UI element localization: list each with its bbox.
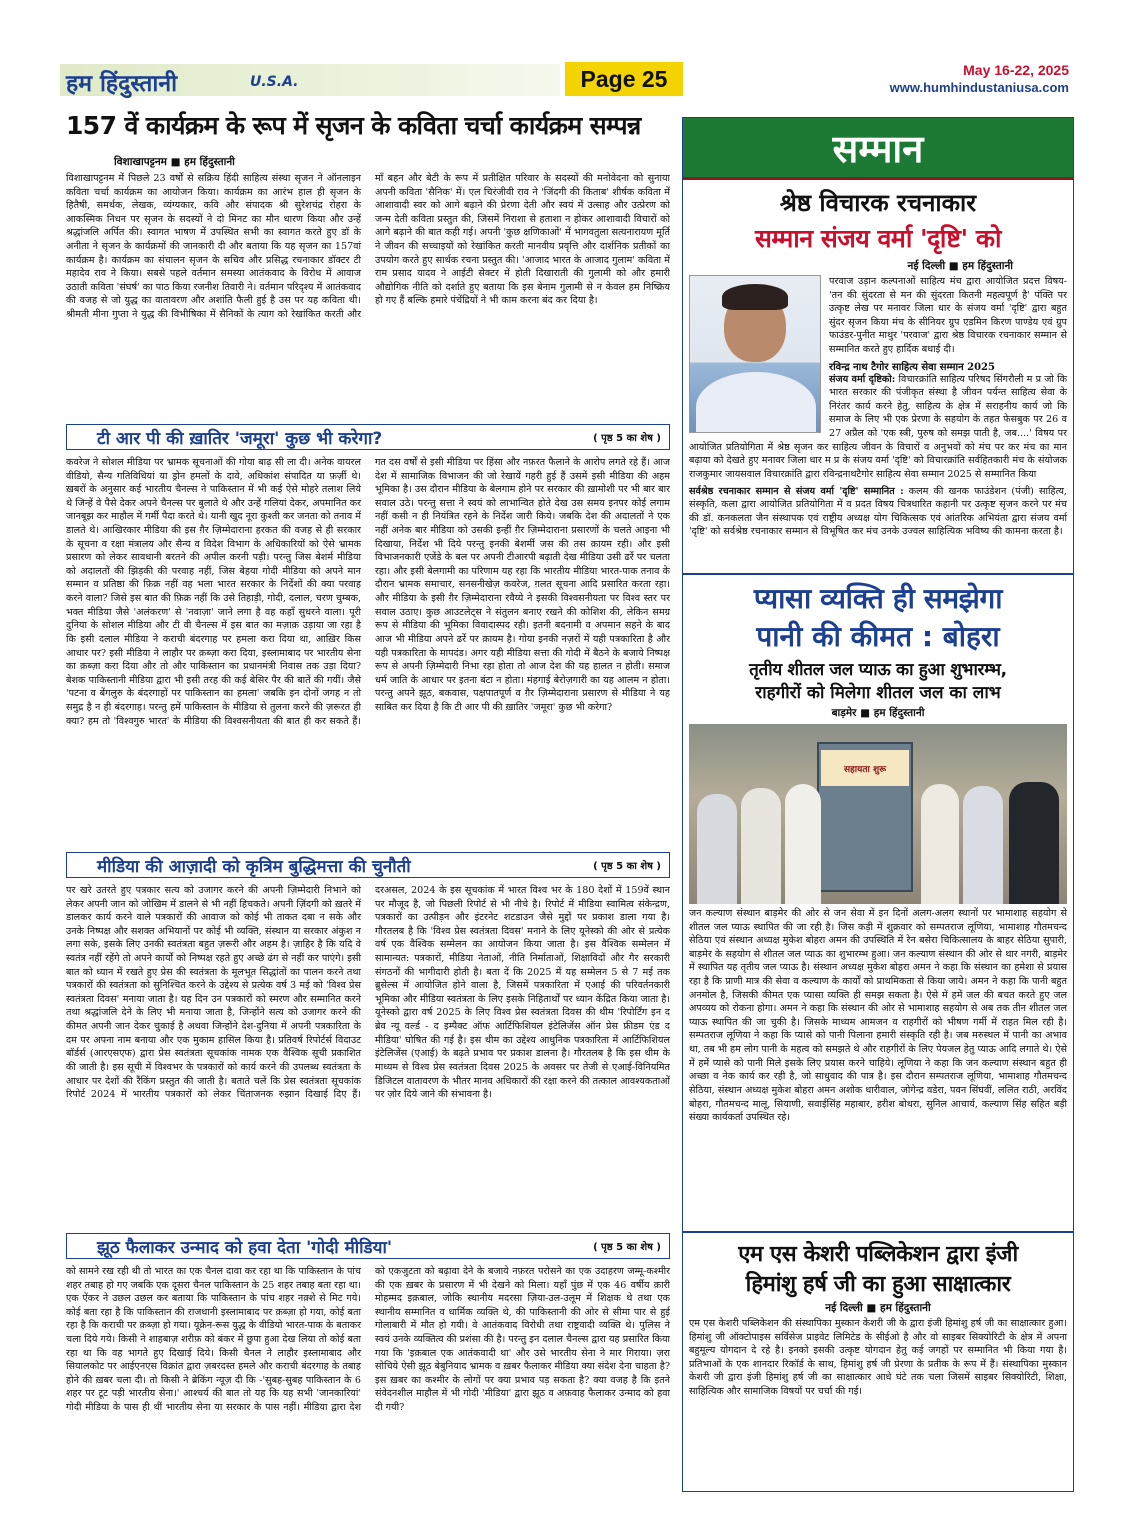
person xyxy=(697,794,737,904)
samman-banner xyxy=(683,118,1073,180)
article-body: विशाखापट्टनम में पिछले 23 वर्षों से सक्रिय हिंदी साहित्य संस्था सृजन ने ऑनलाइन कविता चर्चा कार्यक्रम का आयोजन किया। कार्यक्रम का आरंभ हाल ही सृजन के हितैषी, समर्थक, लेखक, व्यंग्यकार, कवि और संपादक श्री सुरेशचंद्र रोहरा के आकस्मिक निधन पर सृजन के सदस्यों ने दो मिनट का मौन धारण किया और उन्हें श्रद्धांजलि अर्पित की। स्वागत भाषण में उपस्थित सभी का स्वागत करते हुए डॉ के अनीता ने सृजन के कार्यक्रमों की जानकारी दी और बताया कि यह सृजन का 157वां कार्यक्रम है। कार्यक्रम का संचालन सृजन के सचिव और प्रसिद्ध रचनाकार डॉक्टर टी महादेव राव ने किया। सबसे पहले वर्तमान समस्या आतंकवाद के विरोध में आवाज उठाती कविता 'संघर्ष' का पाठ किया रजनीश तिवारी ने। वर्तमान परिदृश्य में आतंकवाद की वजह से जो युद्ध का वातावरण और अशांति फैली हुई है उस पर यह कविता थी। श्रीमती मीना गुप्ता ने युद्ध की विभीषिका में सैनिकों के त्याग को रेखांकित करती और माँ बहन और बेटी के रूप में प्रतीक्षित परिवार के सदस्यों की मनोवेदना को सुनाया अपनी कविता 'सैनिक' में। एल चिरंजीवी राव ने 'जिंदगी की किताब' शीर्षक कविता में आशावादी स्वर को आगे बढ़ाने की प्रेरणा देती और स्वयं में उत्साह और उत्प्रेरण को जन्म देती कविता प्रस्तुत की, जिसमें निराशा से हताशा न होकर आशावादी विचारों को आगे बढ़ाने की बात कही गई। अपनी 'कुछ क्षणिकाओं' में भागवतुला सत्यनारायण मूर्ति ने जीवन की सच्चाइयों को रेखांकित करती मानवीय प्रवृत्ति और दार्शनिक प्रतीकों का उपयोग करते हुए सार्थक रचना प्रस्तुत की। 'आजाद भारत के आजाद गुलाम' कविता में राम प्रसाद यादव ने आईटी सेक्टर में होती दिखाराती की गुलामी को और हमारी औद्योगिक नीति को दर्शाते हुए बताया कि इस बेनाम गुलामी से न केवल हम निष्क्रिय हो गए हैं बल्कि हमारे पंचेंद्रियों ने भी काम करना बंद कर दिया है। xyxy=(66,173,670,321)
interview-body xyxy=(683,1317,1073,1417)
person xyxy=(741,788,781,904)
honor-text: परवाज उड़ान कल्पनाओं साहित्य मंच द्वारा आयोजित प्रदत्त विषय-'तन की सुंदरता से मन की सुंदरता कितनी महत्वपूर्ण है' पंक्ति पर उत्कृष्ट लेख पर मनावर जिला धार के संजय वर्मा 'दृष्टि' द्वारा बहुत सुंदर सृजन किया मंच के सीनियर ग्रुप एडमिन किरण पाण्डेय एवं ग्रुप फाउंडर-पुनीत माथुर 'परवाज' द्वारा श्रेष्ठ विचारक रचनाकार सम्मान से सम्मानित करते हुए हार्दिक बधाई दी। xyxy=(829,276,1067,356)
samman-title: सम्मान xyxy=(832,126,924,171)
paper-name: हम हिंदुस्तानी xyxy=(66,71,178,97)
subhead-title: मीडिया की आज़ादी को कृत्रिम बुद्धिमत्ता की चुनौती xyxy=(97,856,411,877)
honor-subhead: रविन्द्र नाथ टैगोर साहित्य सेवा सम्मान 2025 xyxy=(829,361,995,373)
honoree-hair xyxy=(722,284,788,310)
article-godi-media xyxy=(66,1265,670,1483)
website-url[interactable]: www.humhindustaniusa.com xyxy=(889,80,1069,95)
honor-body xyxy=(683,275,1073,569)
honoree-photo xyxy=(689,275,821,433)
subhead-title: झूठ फैलाकर उन्माद को हवा देता 'गोदी मीडिया' xyxy=(97,1237,393,1258)
water-subhead-2: राहगीरों को मिलेगा शीतल जल का लाभ xyxy=(755,683,1001,703)
main-headline: 157 वें कार्यक्रम के रूप में सृजन के कविता चर्चा कार्यक्रम सम्पन्न xyxy=(66,111,641,140)
interview-headline-2: हिमांशु हर्ष जी का हुआ साक्षात्कार xyxy=(745,1272,1011,1297)
page-number: Page 25 xyxy=(580,65,668,92)
subhead-title: टी आर पी की ख़ातिर 'जमूरा' कुछ भी करेगा? xyxy=(97,428,383,449)
divider xyxy=(683,1231,1073,1233)
article-srijan xyxy=(66,155,670,440)
sidebar-samman xyxy=(682,117,1074,1492)
water-headline-2: पानी की कीमत : बोहरा xyxy=(756,620,1000,653)
person xyxy=(963,786,1003,904)
article-body: पर खरे उतरते हुए पत्रकार सत्य को उजागर करने की अपनी ज़िम्मेदारी निभाने को लेकर अपनी जान को जोखिम में डालने से भी नहीं हिचकते। अपनी ज़िंदगी को ख़तरे में डालकर कार्य करने वाले पत्रकारों की आवाज को कोई भी ताकत दबा न सके और उनके निष्पक्ष और सशक्त अभियानों पर कोई भी व्यक्ति, संस्थान या सरकार अंकुश न लगा सके, इसके लिए उनकी स्वतंत्रता बहुत ज़रूरी और अहम है। ज़ाहिर है कि यदि वे स्वतंत्र नहीं रहेंगे तो अपने कार्यों को निष्पक्ष रहते हुए अच्छे ढंग से नहीं कर पाएंगे। इसी बात को ध्यान में रखते हुए प्रेस की स्वतंत्रता के मूलभूत सिद्धांतों का पालन करने तथा पत्रकारों की स्वतंत्रता को सुनिश्चित करने के उद्देश्य से प्रत्येक वर्ष 3 मई को 'विश्व प्रेस स्वतंत्रता दिवस' मनाया जाता है। यह दिन उन पत्रकारों को स्मरण और सम्मानित करने तथा श्रद्धांजलि देने के लिए भी मनाया जाता है, जिन्होंने सत्य को उजागर करने की कीमत अपनी जान देकर चुकाई है अथवा जिन्होंने देश-दुनिया में अपनी पत्रकारिता के दम पर अपना नाम बनाया और एक मुकाम हासिल किया है। प्रतिवर्ष रिपोर्टर्स विदाउट बॉर्डर्स (आरएसएफ) द्वारा प्रेस स्वतंत्रता सूचकांक नामक एक वैश्विक सूची प्रकाशित की जाती है। इस सूची में विश्वभर के पत्रकारों को कार्य करने की उपलब्ध स्वतंत्रता के आधार पर देशों की रैंकिंग प्रस्तुत की जाती है। बताते चलें कि प्रेस स्वतंत्रता सूचकांक रिपोर्ट 2024 में भारतीय पत्रकारों को लेकर चिंताजनक रुझान दिखाई दिए हैं। दरअसल, 2024 के इस सूचकांक में भारत विश्व भर के 180 देशों में 159वें स्थान पर मौजूद है, जो पिछली रिपोर्ट से भी नीचे है। रिपोर्ट में मीडिया स्वामित्व संकेन्द्रण, पत्रकारों का उत्पीड़न और इंटरनेट शटडाउन जैसे मुद्दों पर प्रकाश डाला गया है। गौरतलब है कि 'विश्व प्रेस स्वतंत्रता दिवस' मनाने के लिए यूनेस्को की ओर से प्रत्येक वर्ष एक वैश्विक सम्मेलन का आयोजन किया जाता है। इस वैश्विक सम्मेलन में सामान्यत: पत्रकारों, मीडिया नेताओं, नीति निर्माताओं, शिक्षाविदों और गैर सरकारी संगठनों की भागीदारी होती है। बता दें कि 2025 में यह सम्मेलन 5 से 7 मई तक ब्रुसेल्स में आयोजित होने वाला है, जिसमें पत्रकारिता में एआई की परिवर्तनकारी भूमिका और मीडिया स्वतंत्रता के लिए इसके निहितार्थों पर ध्यान केंद्रित किया जाता है। यूनेस्को द्वारा वर्ष 2025 के लिए विश्व प्रेस स्वतंत्रता दिवस की थीम 'रिपोर्टिंग इन द ब्रेव न्यू वर्ल्ड - द इम्पैक्ट ऑफ आर्टिफिशियल इंटेलिजेंस ऑन प्रेस फ्रीडम एंड द मीडिया' घोषित की गई है। इस थीम का उद्देश्य आधुनिक पत्रकारिता में आर्टिफिशियल इंटेलिजेंस (एआई) के बढ़ते प्रभाव पर प्रकाश डालना है। गौरतलब है कि इस थीम के माध्यम से विश्व प्रेस स्वतंत्रता दिवस 2025 के अवसर पर तेजी से एआई-विनियमित डिजिटल वातावरण के भीतर मानव अधिकारों की रक्षा करने की तत्काल आवश्यकताओं पर ज़ोर दिये जाने की संभावना है। xyxy=(66,885,670,1101)
interview-byline: नई दिल्ली ■ हम हिंदुस्तानी xyxy=(825,1302,931,1314)
water-byline: बाड़मेर ■ हम हिंदुस्तानी xyxy=(831,707,925,719)
honor-headline-1: श्रेष्ठ विचारक रचनाकार xyxy=(779,189,977,217)
cooler-banner xyxy=(821,750,909,786)
person xyxy=(785,784,821,904)
honor-byline: नई दिल्ली ■ हम हिंदुस्तानी xyxy=(907,260,1013,272)
water-subhead-1: तृतीय शीतल जल प्याऊ का हुआ शुभारम्भ, xyxy=(749,660,1007,680)
water-text: जन कल्याण संस्थान बाड़मेर की ओर से जन सेवा में इन दिनों अलग-अलग स्थानों पर भामाशाह सहयोग से शीतल जल प्याऊ स्थापित की जा रही है। जिस कड़ी में शुक्रवार को सम्पतराज लूणिया, भामाशाह गौतमचन्द सेठिया एवं संस्थान अध्यक्ष मुकेश बोहरा अमन की उपस्थिति में रेन बसेरा चिकित्सालय के बाहर सेठिया सुपारी, बाड़मेर के सहयोग से शीतल जल प्याऊ का शुभारम्भ हुआ। जन कल्याण संस्थान की ओर से थार नगरी, बाड़मेर में स्थापित यह तृतीय जल प्याऊ है। संस्थान अध्यक्ष मुकेश बोहरा अमन ने कहा कि संस्थान का हमेशा से प्रयास रहा है कि प्राणी मात्र की सेवा व कल्याण के कार्यों को प्राथमिकता से किया जाये। अमन ने कहा कि पानी बहुत अनमोल है, जिसकी कीमत एक प्यासा व्यक्ति ही समझ सकता है। ऐसे में हमें जल की बचत करते हुए जल अपव्यय को रोकना होगा। अमन ने कहा कि संस्थान की ओर से भामाशाह सहयोग से अब तक तीन शीतल जल प्याऊ स्थापित की जा चुकी है। जिसके माध्यम आमजन व राहगीरों को भीषण गर्मी में राहत मिल रही है। सम्पतराज लूणिया ने कहा कि प्यासे को पानी पिलाना हमारी संस्कृति रही है। जब मरुस्थल में पानी का अभाव था, तब भी हम लोग पानी के महत्व को समझते थे और राहगीरों के लिए पेयजल हेतु प्याऊ आदि लगाते थे। ऐसे में हमें प्यासे को पानी मिले इसके लिए प्रयास करने चाहिये। लूणिया ने कहा कि जन कल्याण संस्थान बहुत ही अच्छा व नेक कार्य कर रही है, जो साधुवाद की पात्र है। इस दौरान सम्पतराज लूणिया, भामाशाह गौतमचन्द सेठिया, संस्थान अध्यक्ष मुकेश बोहरा अमन अशोक धारीवाल, जोगेन्द्र वडेरा, पवन सिंघवीं, ललित राठी, अरविंद बोहरा, गौतमचन्द मालू, सियाणी, सवाईसिंह महाबार, हरीश बोथरा, सुनिल आचार्य, कल्याण सिंह सहित बड़ी संख्या कार्यकर्ता उपस्थित रहे। xyxy=(689,908,1067,1124)
paper-country: U.S.A. xyxy=(250,74,299,90)
water-photo xyxy=(689,724,1067,904)
article-body: को सामने रख रही थी तो भारत का एक चैनल दावा कर रहा था कि पाकिस्तान के पांच शहर तबाह हो गए जबकि एक दूसरा चैनल पाकिस्तान के 25 शहर तबाह बता रहा था। एक ऐंकर ने उछल उछल कर बताया कि पाकिस्तान के पांच शहर नक़्शे से मिट गये। कोई बता रहा है कि पाकिस्तान की राजधानी इस्लामाबाद पर क़ब्ज़ा हो गया, कोई बता रहा है कि कराची पर क़ब्ज़ा हो गया। यूक्रेन-रूस युद्ध के वीडियो भारत-पाक के बताकर चला दिये गये। किसी ने शाहबाज़ शरीफ़ को बंकर में छुपा हुआ देख लिया तो कोई बता रहा था कि वह भागते हुए दिखाई दिये। किसी चैनल ने लाहौर इस्लामाबाद और सियालकोट पर आईएनएस विक्रांत द्वारा ज़बरदस्त हमले और कराची बंदरगाह के तबाह होने की ख़बर चला दी। तो किसी ने ब्रेकिंग न्यूज़ दी कि -'सुबह-सुबह पाकिस्तान के 6 शहर पर टूट पड़ी भारतीय सेना।' आश्चर्य की बात तो यह कि यह सभी 'जानकारियां' गोदी मीडिया के पास ही थीं भारतीय सेना या सरकार के पास नहीं। मीडिया द्वारा देश को एकजुटता को बढ़ावा देने के बजाये नफ़रत परोसने का एक उदाहरण जम्मू-कश्मीर की एक ख़बर के प्रसारण में भी देखने को मिला। यहाँ पुंछ में एक 46 वर्षीय क़ारी मोहम्मद इक़बाल, जोकि स्थानीय मदरसा ज़िया-उल-उलूम में शिक्षक थे तथा एक स्थानीय सम्मानित व धार्मिक व्यक्ति थे, की पाकिस्तानी की ओर से सीमा पार से हुई गोलाबारी में मौत हो गयी। वे आतंकवाद विरोधी तथा राष्ट्रवादी व्यक्ति थे। पुलिस ने स्वयं उनके व्यक्तित्व की प्रशंसा की है। परन्तु इन दलाल चैनल्स द्वारा यह प्रसारित किया गया कि 'इक़बाल एक आतंकवादी था' और उसे भारतीय सेना ने मार गिराया। ज़रा सोचिये ऐसी झूठ बेबुनियाद भ्रामक व ख़बर फैलाकर मीडिया क्या संदेश देना चाहता है? इस ख़बर का कश्मीर के लोगों पर क्या प्रभाव पड़ सकता है? क्या वजह है कि इतने संवेदनशील माहौल में भी गोदी 'मीडिया' द्वारा झूठ व अफ़वाह फैलाकर उन्माद को हवा दी गयी? xyxy=(66,1266,670,1414)
honor-headline-2: सम्मान संजय वर्मा 'दृष्टि' को xyxy=(754,224,1002,253)
masthead xyxy=(60,60,1075,102)
page-number-box xyxy=(565,62,683,96)
subhead-ai-media xyxy=(66,852,670,878)
lead: संजय वर्मा दृष्टिको: xyxy=(829,373,896,385)
body: विचारक्रांति साहित्य परिषद सिंगरौली म प्र जो कि भारत सरकार की पंजीकृत संस्था है जीवन पर्यन्त साहित्य सेवा के निरंतर कार्य करने हेतु, साहित्य के क्षेत्र में सराहनीय कार्य जो कि समाज के लिए भी एक प्रेरणा के सहयोग के तहत फेसबुक पर 26 व 27 अप्रैल को 'एक स्त्री, पुरुष को समझ पाती है, जब....' विषय पर आयोजित प्रतियोगिता में श्रेष्ठ सृजन कर साहित्य जीवन के विचारों व अनुभवों को मंच पर कर मंच का मान बढ़ाया को देखते हुए मनावर जिला धार म प्र के संजय वर्मा 'दृष्टि' को विचारक्रांति सर्वहितकारी मंच के संयोजक राजकुमार जायसवाल विचारक्रांति द्वारा रविन्द्रनाथटैगोर साहित्य सेवा सम्मान 2025 से सम्मानित किया xyxy=(689,373,1067,480)
subhead-jamura xyxy=(66,424,670,450)
continued-note: ( पृष्ठ 5 का शेष ) xyxy=(593,433,661,444)
article-body: कवरेज ने सोशल मीडिया पर भ्रामक सूचनाओं की गोया बाढ़ सी ला दी। अनेक वायरल वीडियो, सैन्य गतिविधियां या ड्रोन हमलों के दावे, अधिकांश संपादित या फ़र्ज़ी थे। ख़बरों के अनुसार कई भारतीय चैनल्स ने पाकिस्तान में भी कई ऐसे मोहरे तलाश लिये थे जिन्हें वे पैसे देकर अपने चैनल्स पर बुलाते थे और उन्हें गलियां देकर, अपमानित कर जानबूझ कर माहौल में गर्मी पैदा करते थे। यानी खुद नूरा कुश्ती कर जनता को तनाव में डालते थे। आखिरकार मीडिया की इस ग़ैर ज़िम्मेदाराना हरकत की वजह से ही सरकार के सूचना व रक्षा मंत्रालय और सैन्य व विदेश विभाग के अधिकारियों को ऐसे भ्रामक प्रसारण को लेकर सावधानी बरतने की अपील करनी पड़ी। परन्तु जिस बेशर्म मीडिया को अदालतों की झिड़की की परवाह नहीं, जिस बेहया गोदी मीडिया को अपने मान सम्मान व प्रतिष्ठा की फ़िक्र नहीं वह भला भारत सरकार के निर्देशों की क्या परवाह करने वाला? जिसे इस बात की फ़िक्र नहीं कि उसे तिहाड़ी, गोदी, दलाल, चरण चुम्बक, भक्त मीडिया जैसे 'अलंकरण' से 'नवाज़ा' जाने लगा है वह कहाँ सुधरने वाला। पूरी दुनिया के सोशल मीडिया और टी वी चैनल्स में इस बात का मज़ाक़ उड़ाया जा रहा है कि इसी दलाल मीडिया ने कराची बंदरगाह पर हमला करा दिया था, आख़िर किस आधार पर? इसी मीडिया ने लाहौर पर क़ब्ज़ा करा दिया, इस्लामाबाद पर भारतीय सेना का क़ब्ज़ा करा दिया और तो और पाकिस्तान का प्रधानमंत्री निवास तक उड़ा दिया? बेशक पाकिस्तानी मीडिया द्वारा भी इसी तरह की कई बेसिर पैर की बातें की गयीं। जैसे 'पटना व बेंगलुरु के बंदरगाहों पर पाकिस्तान का हमला' जबकि इन दोनों जगह न तो समुद्र है न ही बंदरगाह। परन्तु हमें पाकिस्तान के मीडिया से तुलना करने की ज़रूरत ही क्या? हम तो 'विश्वगुरु भारत' के मीडिया की विश्वसनीयता की बात ही कर सकते हैं। गत दस वर्षों से इसी मीडिया पर हिंसा और नफ़रत फैलाने के आरोप लगते रहे हैं। आज देश में सामाजिक विभाजन की जो रेखायें गहरी हुई हैं उसमें इसी मीडिया की अहम भूमिका है। उस दौरान मीडिया के बेलगाम होने पर सरकार की ख़ामोशी पर भी बार बार सवाल उठे। परन्तु सत्ता ने स्वयं को लाभान्वित होते देख उस समय इनपर कोई लगाम नहीं कसी न ही नियंत्रित रहने के निर्देश जारी किये। जबकि देश की अदालतों ने एक नहीं अनेक बार मीडिया को उसकी इन्हीं ग़ैर ज़िम्मेदाराना प्रसारणों के चलते आइना भी दिखाया, निर्देश भी दिये परन्तु इनकी बेशर्मी जस की तस क़ायम रही। और इसी विभाजनकारी एजेंडे के बल पर अपनी टीआरपी बढ़ाती देख मीडिया उसी ढर्रे पर चलता रहा। और इसी बेलगामी का परिणाम यह रहा कि भारतीय मीडिया भारत-पाक तनाव के दौरान भ्रामक समाचार, सनसनीखेज़ कवरेज, ग़लत सूचना आदि प्रसारित करता रहा। और मीडिया के इसी ग़ैर ज़िम्मेदाराना रवैय्ये ने इसकी विश्वसनीयता पर विश्व स्तर पर सवाल उठाए। कुछ आउटलेट्स ने संतुलन बनाए रखने की कोशिश की, लेकिन समग्र रूप से मीडिया की भूमिका विवादास्पद रही। इतनी बदनामी व अपमान सहने के बाद आज भी मीडिया अपने ढर्रे पर क़ायम है। गोया इनकी नज़रों में यही पत्रकारिता है और यही पत्रकारिता के मापदंड। अगर यही मीडिया सत्ता की गोदी में बैठने के बजाये निष्पक्ष रूप से अपनी ज़िम्मेदारी निभा रहा होता तो आज देश की यह हालत न होती। समाज धर्म जाति के आधार पर इतना बंटा न होता। मंहगाई बेरोज़गारी का यह आलम न होता। परन्तु अपने झूठ, बकवास, पक्षपातपूर्ण व ग़ैर ज़िम्मेदाराना प्रसारण से मीडिया ने यह साबित कर दिया है कि टी आर पी की ख़ातिर 'जमूरा' कुछ भी करेगा? xyxy=(66,457,670,727)
issue-date: May 16-22, 2025 xyxy=(963,62,1069,78)
article-byline: विशाखापट्टनम ■ हम हिंदुस्तानी xyxy=(114,156,235,168)
honoree-shoulders xyxy=(696,372,816,433)
lead: सर्वश्रेष्ठ रचनाकार सम्मान से संजय वर्मा 'दृष्टि' सम्मानित : xyxy=(689,485,904,497)
article-jamura xyxy=(66,456,670,838)
banner-text: सहायता शुरू xyxy=(843,764,887,775)
continued-note: ( पृष्ठ 5 का शेष ) xyxy=(593,861,661,872)
article-ai-media xyxy=(66,884,670,1224)
body: कलम की खनक फाउंडेशन (पंजी) साहित्य, संस्कृति, कला द्वारा आयोजित प्रतियोगिता में व प्रदत विषय चित्रधारित कहानी पर उत्कृष्ट सृजन करने पर मंच की डॉ. कनकलता जैन संस्थापक एवं राष्ट्रीय अध्यक्ष योग चिकित्सक एवं आंतरिक अभियंता द्वारा संजय वर्मा 'दृष्टि' को सर्वश्रेष्ठ रचनाकार सम्मान से विभूषित कर मंच उनके उज्वल साहित्यिक भविष्य की कामना करता है। xyxy=(689,485,1067,538)
water-headline-1: प्यासा व्यक्ति ही समझेगा xyxy=(753,582,1003,615)
person xyxy=(1009,782,1059,904)
continued-note: ( पृष्ठ 5 का शेष ) xyxy=(593,1242,661,1253)
person xyxy=(921,784,959,904)
subhead-godi-media xyxy=(66,1233,670,1259)
honor-text-3 xyxy=(689,485,1067,539)
interview-headline-1: एम एस केशरी पब्लिकेशन द्वारा इंजी xyxy=(738,1242,1018,1267)
divider xyxy=(683,573,1073,575)
water-body xyxy=(683,904,1073,1229)
interview-text: एम एस केशरी पब्लिकेशन की संस्थापिका मुस्कान केशरी जी के द्वारा इंजी हिमांशु हर्ष जी का साक्षात्कार हुआ। हिमांशु जी ऑक्टोपाइस सर्विसेज प्राइवेट लिमिटेड के सीईओ है और वो साइबर सिक्योरिटी के क्षेत्र में अपना बहुमूल्य योगदान दे रहे है। इनको इसकी उत्कृष्ट योगदान हेतु कई जगहों पर सम्मानित भी किया गया है। प्रतिभाओं के एक शानदार रिकॉर्ड के साथ, हिमांशु हर्ष जी प्रेरणा के प्रतीक के रूप में हैं। संस्थापिका मुस्कान केशरी जी द्वारा इंजी हिमांशु हर्ष जी का साक्षात्कार आधे घंटे तक चला जिसमें साइबर सिक्योरिटी, शिक्षा, साहित्यिक और सामाजिक विषयों पर चर्चा की गई। xyxy=(689,1318,1067,1398)
